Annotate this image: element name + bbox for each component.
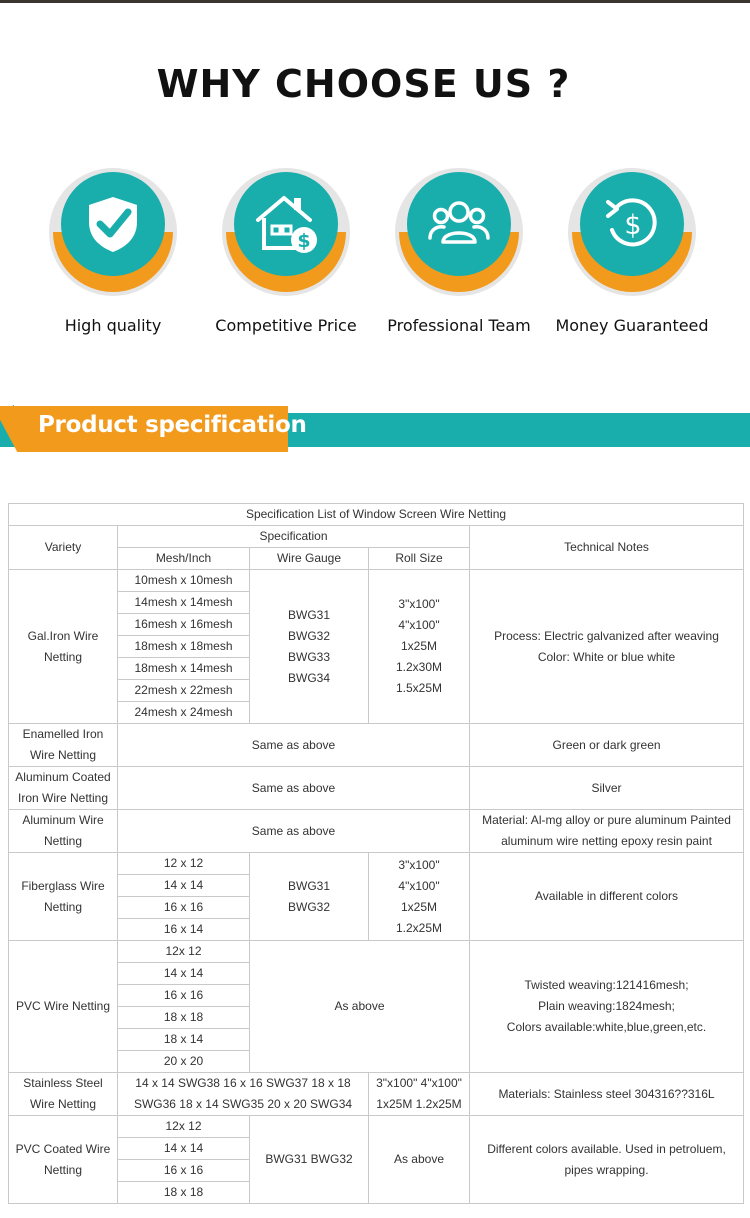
mesh-cell: 12 x 12 [118, 853, 250, 875]
variety-cell: PVC Wire Netting [9, 941, 118, 1073]
roll-line: 1x25M 1.2x25M [376, 1097, 462, 1111]
variety-line: Wire Netting [29, 748, 97, 762]
roll-cell: As above [369, 1116, 470, 1204]
mesh-cell: 14 x 14 [118, 963, 250, 985]
notes-cell: Green or dark green [470, 724, 744, 767]
refund-dollar-icon [602, 194, 662, 254]
notes-line: Material: Al-mg alloy or pure aluminum Painted [482, 813, 731, 827]
roll-cell [369, 853, 470, 941]
notes-line: Colors available:white,blue,green,etc. [506, 1020, 707, 1034]
top-divider [0, 0, 750, 3]
roll-line: 1.2x30M [395, 660, 443, 674]
variety-cell [9, 767, 118, 810]
variety-line: Iron Wire Netting [17, 791, 109, 805]
header-wire-gauge: Wire Gauge [250, 548, 369, 570]
mesh-cell: 18mesh x 18mesh [118, 636, 250, 658]
gauge-cell [250, 570, 369, 724]
roll-line: 4"x100" [398, 618, 440, 632]
mesh-cell: 16 x 16 [118, 897, 250, 919]
feature-high-quality [28, 168, 198, 335]
spec-cell: As above [250, 941, 470, 1073]
spec-cell: Same as above [118, 724, 470, 767]
spec-cell: Same as above [118, 767, 470, 810]
mesh-cell: 18 x 14 [118, 1029, 250, 1051]
roll-line: 1x25M [400, 899, 438, 914]
feature-competitive-price [201, 168, 371, 335]
mesh-gauge-line: SWG36 18 x 14 SWG35 20 x 20 SWG34 [133, 1097, 353, 1111]
mesh-gauge-line: 14 x 14 SWG38 16 x 16 SWG37 18 x 18 [135, 1076, 351, 1090]
notes-cell: Materials: Stainless steel 304316??316L [470, 1073, 744, 1116]
notes-cell: Available in different colors [470, 853, 744, 941]
notes-line: Process: Electric galvanized after weaving [494, 628, 719, 643]
notes-cell [470, 1116, 744, 1204]
mesh-cell: 24mesh x 24mesh [118, 702, 250, 724]
roll-line: 1.5x25M [395, 681, 443, 695]
feature-badge [568, 168, 696, 296]
shield-check-icon [84, 194, 142, 254]
roll-line: 4"x100" [398, 878, 440, 893]
feature-label: Money Guaranteed [555, 316, 709, 335]
feature-badge [222, 168, 350, 296]
header-mesh: Mesh/Inch [118, 548, 250, 570]
gauge-line: BWG31 [287, 878, 330, 893]
roll-line: 3"x100" [398, 857, 440, 872]
notes-line: Twisted weaving:121416mesh; [524, 978, 689, 992]
why-choose-us-title: WHY CHOOSE US ? [156, 62, 571, 106]
header-variety: Variety [9, 526, 118, 570]
house-dollar-icon [252, 190, 322, 256]
notes-cell [470, 570, 744, 724]
variety-line: Netting [43, 899, 83, 914]
mesh-cell: 18 x 18 [118, 1007, 250, 1029]
variety-line: Fiberglass Wire [21, 878, 105, 893]
mesh-cell: 10mesh x 10mesh [118, 570, 250, 592]
gauge-line: BWG32 [287, 628, 330, 643]
svg-text:$: $ [297, 230, 311, 252]
notes-line: Plain weaving:1824mesh; [538, 999, 675, 1013]
gauge-line: BWG32 [287, 899, 330, 914]
variety-line: Wire Netting [29, 1097, 97, 1111]
notes-cell [470, 941, 744, 1073]
mesh-cell: 14mesh x 14mesh [118, 592, 250, 614]
notes-line: pipes wrapping. [564, 1162, 649, 1177]
table-caption: Specification List of Window Screen Wire Netting [9, 504, 744, 526]
roll-cell [369, 1073, 470, 1116]
variety-line: Netting [43, 834, 83, 848]
variety-line: PVC Coated Wire [15, 1141, 111, 1156]
mesh-cell: 18 x 18 [118, 1182, 250, 1204]
specification-table [8, 503, 744, 1204]
variety-line: Aluminum Coated [15, 770, 111, 784]
notes-line: aluminum wire netting epoxy resin paint [501, 834, 712, 848]
variety-line: Stainless Steel [23, 1076, 103, 1090]
feature-label: Competitive Price [215, 316, 357, 335]
mesh-gauge-cell [118, 1073, 369, 1116]
feature-professional-team [374, 168, 544, 335]
variety-line: Netting [43, 649, 83, 664]
variety-line: Netting [43, 1162, 83, 1177]
svg-text:$: $ [624, 210, 642, 241]
spec-cell: Same as above [118, 810, 470, 853]
roll-line: 1.2x25M [395, 920, 443, 935]
gauge-cell: BWG31 BWG32 [250, 1116, 369, 1204]
roll-line: 1x25M [400, 639, 438, 653]
header-roll-size: Roll Size [369, 548, 470, 570]
variety-cell [9, 570, 118, 724]
variety-cell [9, 1116, 118, 1204]
mesh-cell: 14 x 14 [118, 1138, 250, 1160]
gauge-line: BWG31 [287, 607, 330, 622]
gauge-line: BWG33 [287, 649, 330, 664]
variety-line: Enamelled Iron [22, 727, 104, 741]
variety-line: Aluminum Wire [22, 813, 104, 827]
mesh-cell: 20 x 20 [118, 1051, 250, 1073]
variety-cell [9, 1073, 118, 1116]
product-specification-title: Product specification [38, 412, 307, 438]
feature-label: Professional Team [387, 316, 531, 335]
variety-cell [9, 724, 118, 767]
mesh-cell: 16 x 14 [118, 919, 250, 941]
variety-cell [9, 853, 118, 941]
mesh-cell: 16 x 16 [118, 985, 250, 1007]
gauge-cell [250, 853, 369, 941]
team-icon [427, 198, 491, 248]
mesh-cell: 22mesh x 22mesh [118, 680, 250, 702]
mesh-cell: 16 x 16 [118, 1160, 250, 1182]
roll-line: 3"x100" 4"x100" [376, 1076, 462, 1090]
notes-cell: Silver [470, 767, 744, 810]
roll-line: 3"x100" [398, 597, 440, 611]
header-technical-notes: Technical Notes [470, 526, 744, 570]
feature-money-guaranteed [547, 168, 717, 335]
roll-cell [369, 570, 470, 724]
feature-badge [395, 168, 523, 296]
variety-cell [9, 810, 118, 853]
notes-cell [470, 810, 744, 853]
mesh-cell: 16mesh x 16mesh [118, 614, 250, 636]
mesh-cell: 12x 12 [118, 941, 250, 963]
notes-line: Color: White or blue white [537, 649, 676, 664]
header-specification: Specification [118, 526, 470, 548]
mesh-cell: 18mesh x 14mesh [118, 658, 250, 680]
notes-line: Different colors available. Used in petroluem, [487, 1141, 726, 1156]
feature-label: High quality [64, 316, 162, 335]
feature-badge [49, 168, 177, 296]
mesh-cell: 12x 12 [118, 1116, 250, 1138]
mesh-cell: 14 x 14 [118, 875, 250, 897]
variety-line: Gal.Iron Wire [27, 628, 99, 643]
gauge-line: BWG34 [287, 670, 330, 685]
